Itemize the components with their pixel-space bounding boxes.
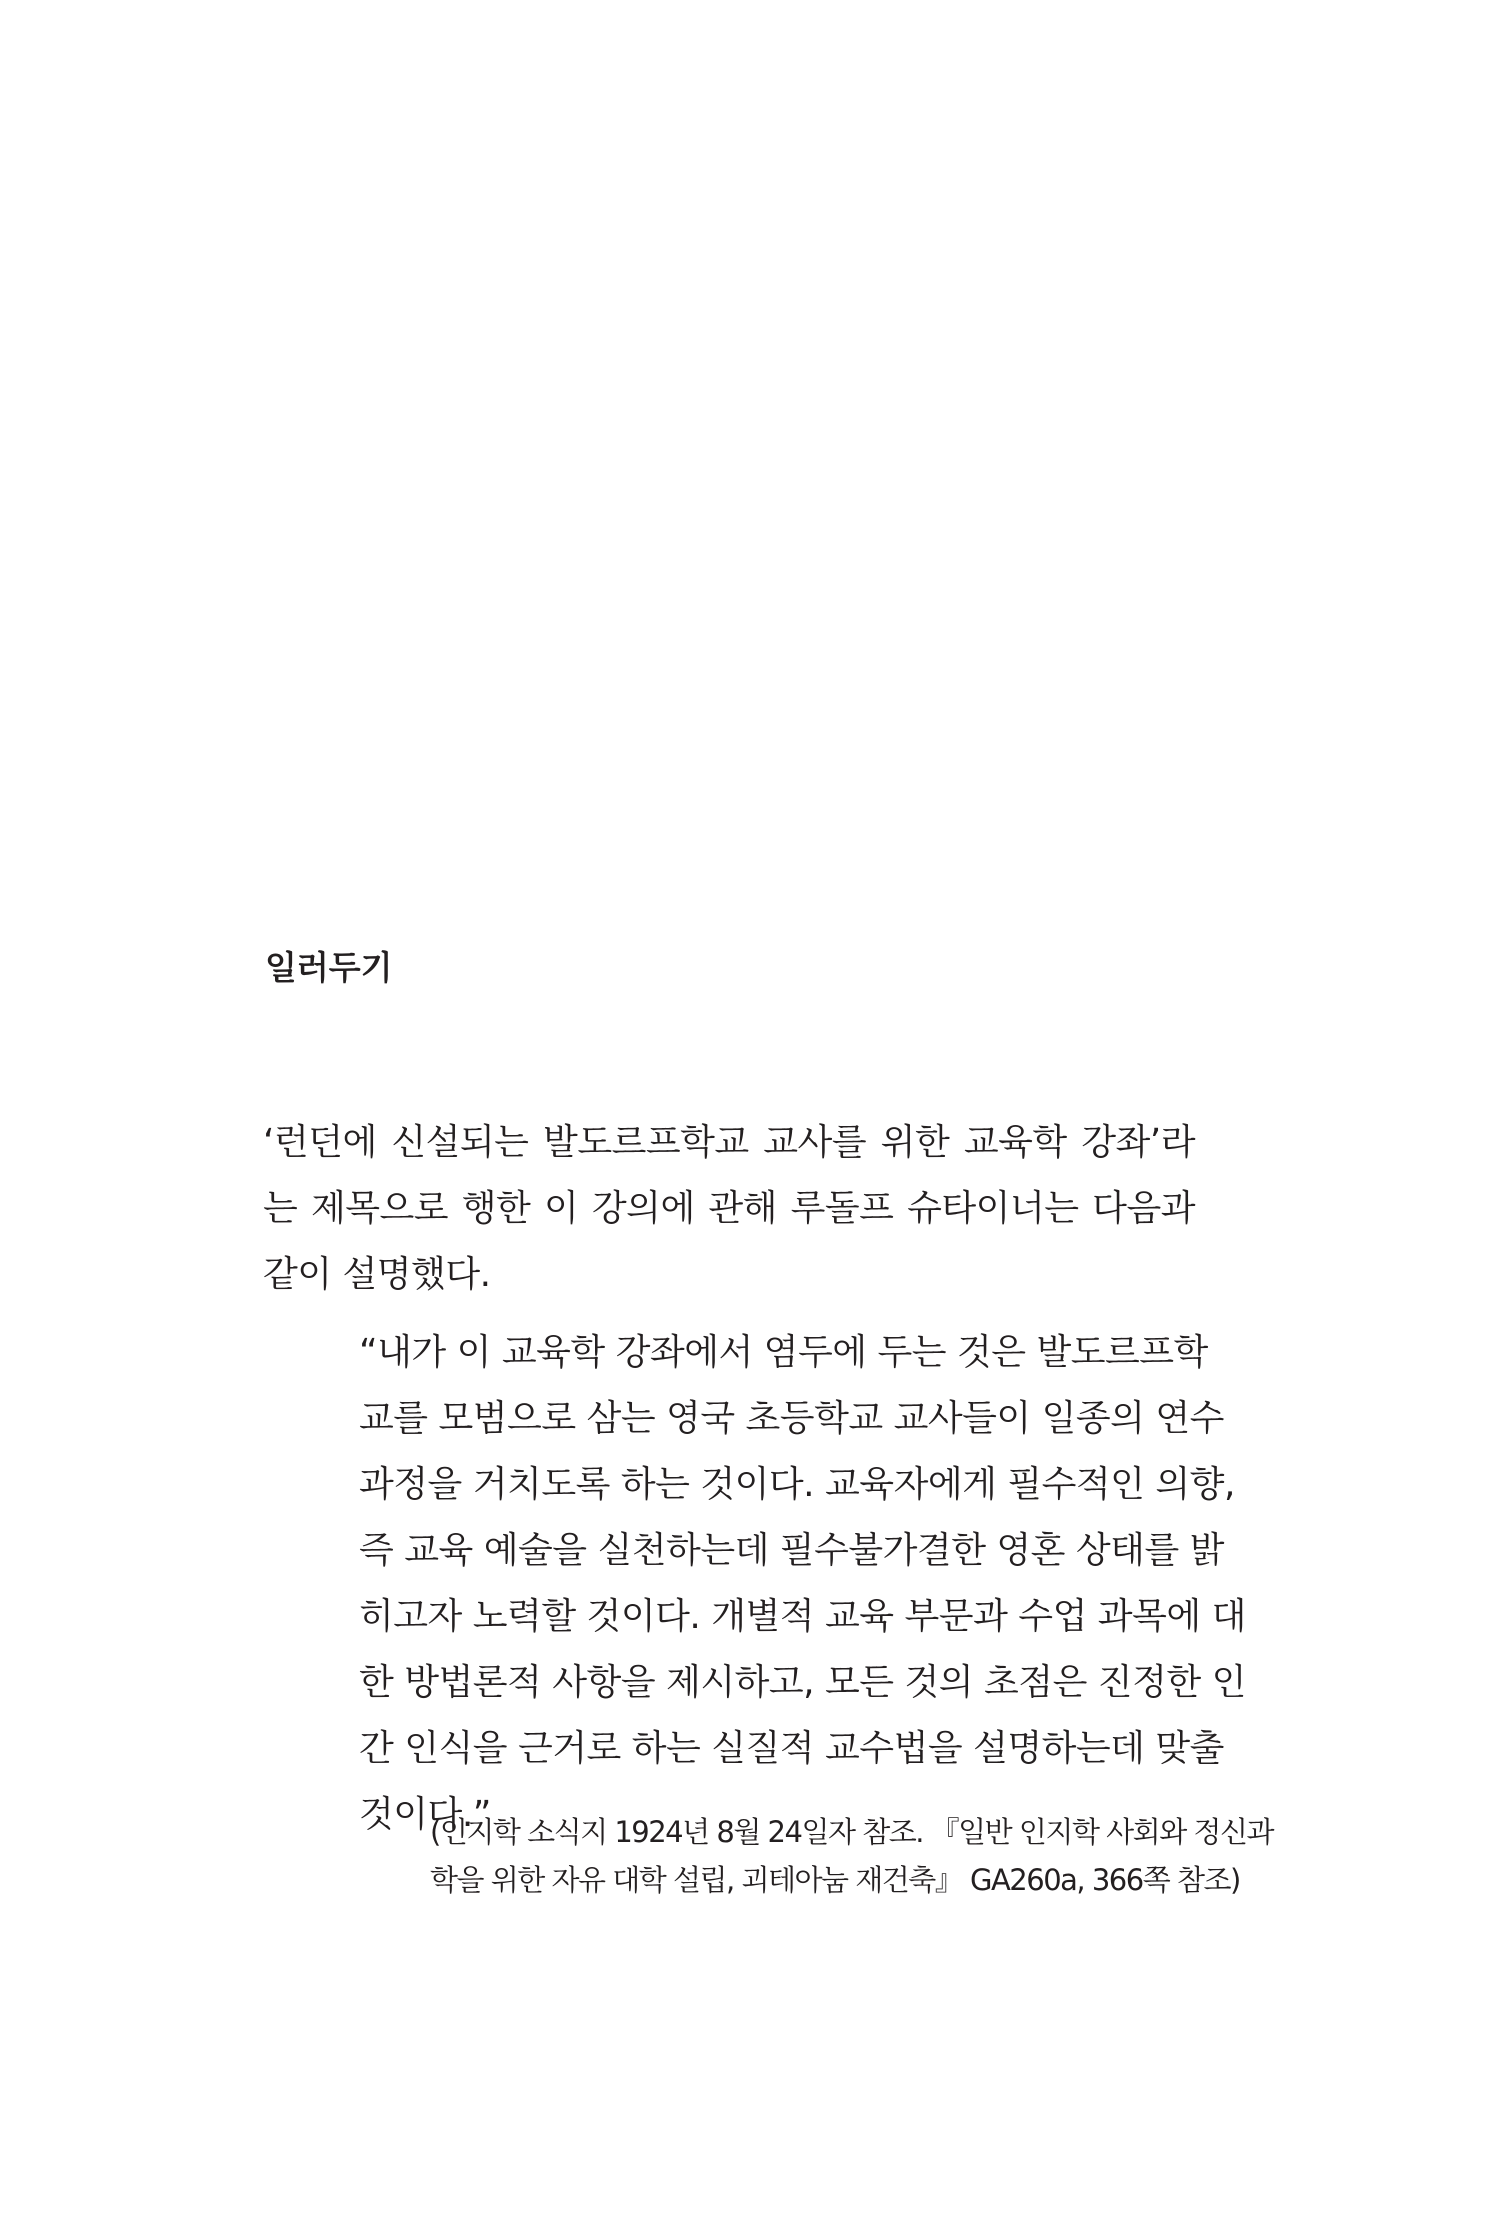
notice-heading: 일러두기 — [265, 948, 393, 987]
quote-line: “내가 이 교육학 강좌에서 염두에 두는 것은 발도르프학 — [359, 1332, 1208, 1373]
quote-line: 간 인식을 근거로 하는 실질적 교수법을 설명하는데 맞출 — [359, 1728, 1224, 1769]
quote-line: 것이다.” — [359, 1794, 491, 1835]
source-citation — [430, 1808, 1273, 1904]
quote-line: 즉 교육 예술을 실천하는데 필수불가결한 영혼 상태를 밝 — [359, 1530, 1224, 1571]
citation-line: 학을 위한 자유 대학 설립, 괴테아눔 재건축』 GA260a, 366쪽 참조) — [430, 1863, 1240, 1897]
quote-line: 한 방법론적 사항을 제시하고, 모든 것의 초점은 진정한 인 — [359, 1662, 1246, 1703]
lead-paragraph — [263, 1110, 1195, 1308]
lead-line: 같이 설명했다. — [263, 1254, 491, 1295]
citation-line: (인지학 소식지 1924년 8월 24일자 참조. 『일반 인지학 사회와 정신과 — [430, 1815, 1273, 1849]
lead-line: ‘런던에 신설되는 발도르프학교 교사를 위한 교육학 강좌’라 — [263, 1122, 1195, 1163]
lead-line: 는 제목으로 행한 이 강의에 관해 루돌프 슈타이너는 다음과 — [263, 1188, 1195, 1229]
quote-line: 교를 모범으로 삼는 영국 초등학교 교사들이 일종의 연수 — [359, 1398, 1224, 1439]
quotation-block — [359, 1320, 1246, 1848]
quote-line: 과정을 거치도록 하는 것이다. 교육자에게 필수적인 의향, — [359, 1464, 1235, 1505]
quote-line: 히고자 노력할 것이다. 개별적 교육 부문과 수업 과목에 대 — [359, 1596, 1246, 1637]
